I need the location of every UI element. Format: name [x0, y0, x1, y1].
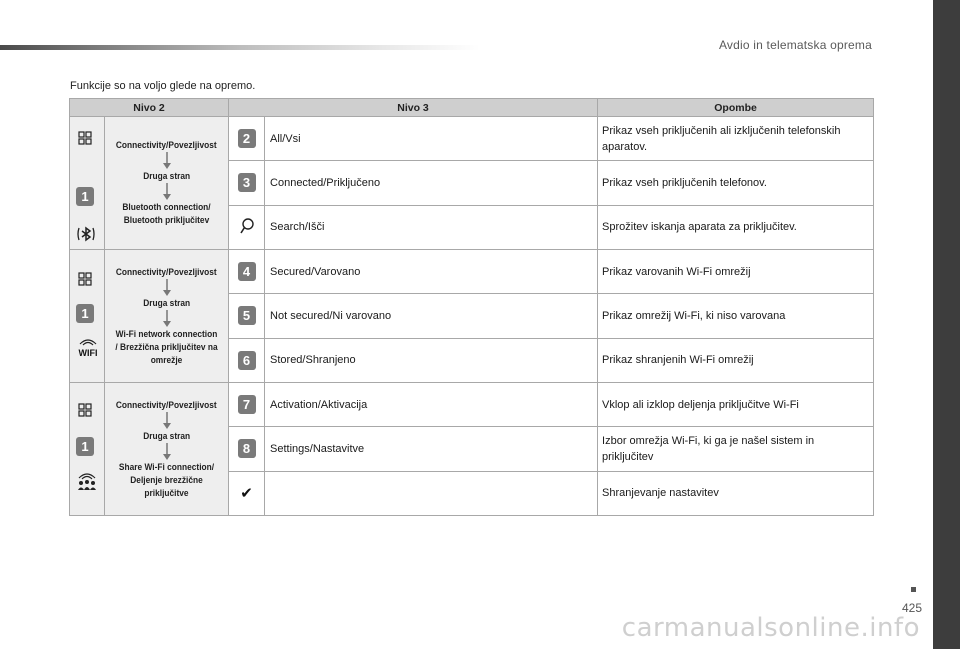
level3-label: Secured/Varovano — [265, 250, 598, 294]
wifi-icon — [75, 336, 101, 358]
arrow-down-icon — [162, 279, 172, 297]
watermark: carmanualsonline.info — [621, 613, 920, 643]
flow-step: Connectivity/Povezljivost — [116, 266, 217, 278]
table-row — [70, 117, 874, 161]
top-rule — [0, 45, 480, 50]
group-2-icons — [70, 250, 105, 383]
page-number: 425 — [901, 601, 922, 615]
grid-menu-icon — [78, 403, 92, 417]
flow-step: Bluetooth connection/ Bluetooth priključitev — [122, 202, 211, 226]
level3-label: Settings/Nastavitve — [265, 427, 598, 471]
column-header-nivo3: Nivo 3 — [229, 99, 598, 117]
level3-label: Connected/Priključeno — [265, 161, 598, 205]
note-text: Shranjevanje nastavitev — [598, 471, 874, 515]
wifi-waves-icon — [78, 336, 98, 346]
group-2-flow — [105, 250, 229, 383]
intro-text: Funkcije so na voljo glede na opremo. — [70, 80, 256, 92]
note-text: Prikaz omrežij Wi-Fi, ki niso varovana — [598, 294, 874, 338]
badge-5: 5 — [238, 306, 256, 325]
badge-6: 6 — [238, 351, 256, 370]
level3-label: Search/Išči — [265, 205, 598, 249]
badge-1: 1 — [76, 437, 94, 456]
flow-step: Connectivity/Povezljivost — [116, 140, 217, 151]
flow-step: Share Wi-Fi connection/ Deljenje brezžične priključitve — [118, 461, 215, 499]
badge-1: 1 — [76, 187, 94, 206]
group-1-icons — [70, 117, 105, 250]
badge-4: 4 — [238, 262, 256, 281]
level3-label: Not secured/Ni varovano — [265, 294, 598, 338]
page-marker — [911, 587, 916, 592]
level3-label: All/Vsi — [265, 117, 598, 161]
note-text: Prikaz vseh priključenih telefonov. — [598, 161, 874, 205]
note-text: Sprožitev iskanja aparata za priključitev. — [598, 205, 874, 249]
arrow-down-icon — [162, 152, 172, 170]
badge-2: 2 — [238, 129, 256, 148]
wifi-label: WIFI — [78, 348, 98, 358]
level3-label: Stored/Shranjeno — [265, 338, 598, 382]
arrow-down-icon — [162, 183, 172, 201]
arrow-down-icon — [162, 310, 172, 328]
note-text: Prikaz shranjenih Wi-Fi omrežij — [598, 338, 874, 382]
badge-7: 7 — [238, 395, 256, 414]
note-text: Vklop ali izklop deljenja priključitve Wi-Fi — [598, 383, 874, 427]
features-table — [69, 98, 874, 516]
grid-menu-icon — [78, 272, 92, 286]
badge-1: 1 — [76, 304, 94, 323]
page-header-title: Avdio in telematska oprema — [718, 38, 872, 52]
table-header-row — [70, 99, 874, 117]
bluetooth-icon — [75, 223, 97, 245]
group-3-icons — [70, 383, 105, 516]
share-wifi-icon — [75, 471, 99, 491]
badge-8: 8 — [238, 439, 256, 458]
table-row — [70, 383, 874, 427]
group-1-flow — [105, 117, 229, 250]
flow-step: Druga stran — [143, 430, 190, 442]
note-text: Prikaz vseh priključenih ali izključenih telefonskih aparatov. — [598, 117, 874, 161]
level3-label — [265, 471, 598, 515]
checkmark-icon: ✔ — [240, 484, 253, 503]
flow-step: Druga stran — [143, 297, 190, 309]
flow-step: Connectivity/Povezljivost — [116, 399, 217, 411]
arrow-down-icon — [162, 412, 172, 430]
group-3-flow — [105, 383, 229, 516]
level3-label: Activation/Aktivacija — [265, 383, 598, 427]
flow-step: Druga stran — [143, 171, 190, 182]
column-header-opombe: Opombe — [598, 99, 874, 117]
note-text: Prikaz varovanih Wi-Fi omrežij — [598, 250, 874, 294]
side-bar — [933, 0, 960, 649]
search-icon — [239, 217, 255, 235]
grid-menu-icon — [78, 131, 92, 145]
badge-3: 3 — [238, 173, 256, 192]
arrow-down-icon — [162, 443, 172, 461]
table-row — [70, 250, 874, 294]
flow-step: Wi-Fi network connection / Brezžična priključitev na omrežje — [115, 328, 218, 366]
column-header-nivo2: Nivo 2 — [70, 99, 229, 117]
note-text: Izbor omrežja Wi-Fi, ki ga je našel sistem in priključitev — [598, 427, 874, 471]
